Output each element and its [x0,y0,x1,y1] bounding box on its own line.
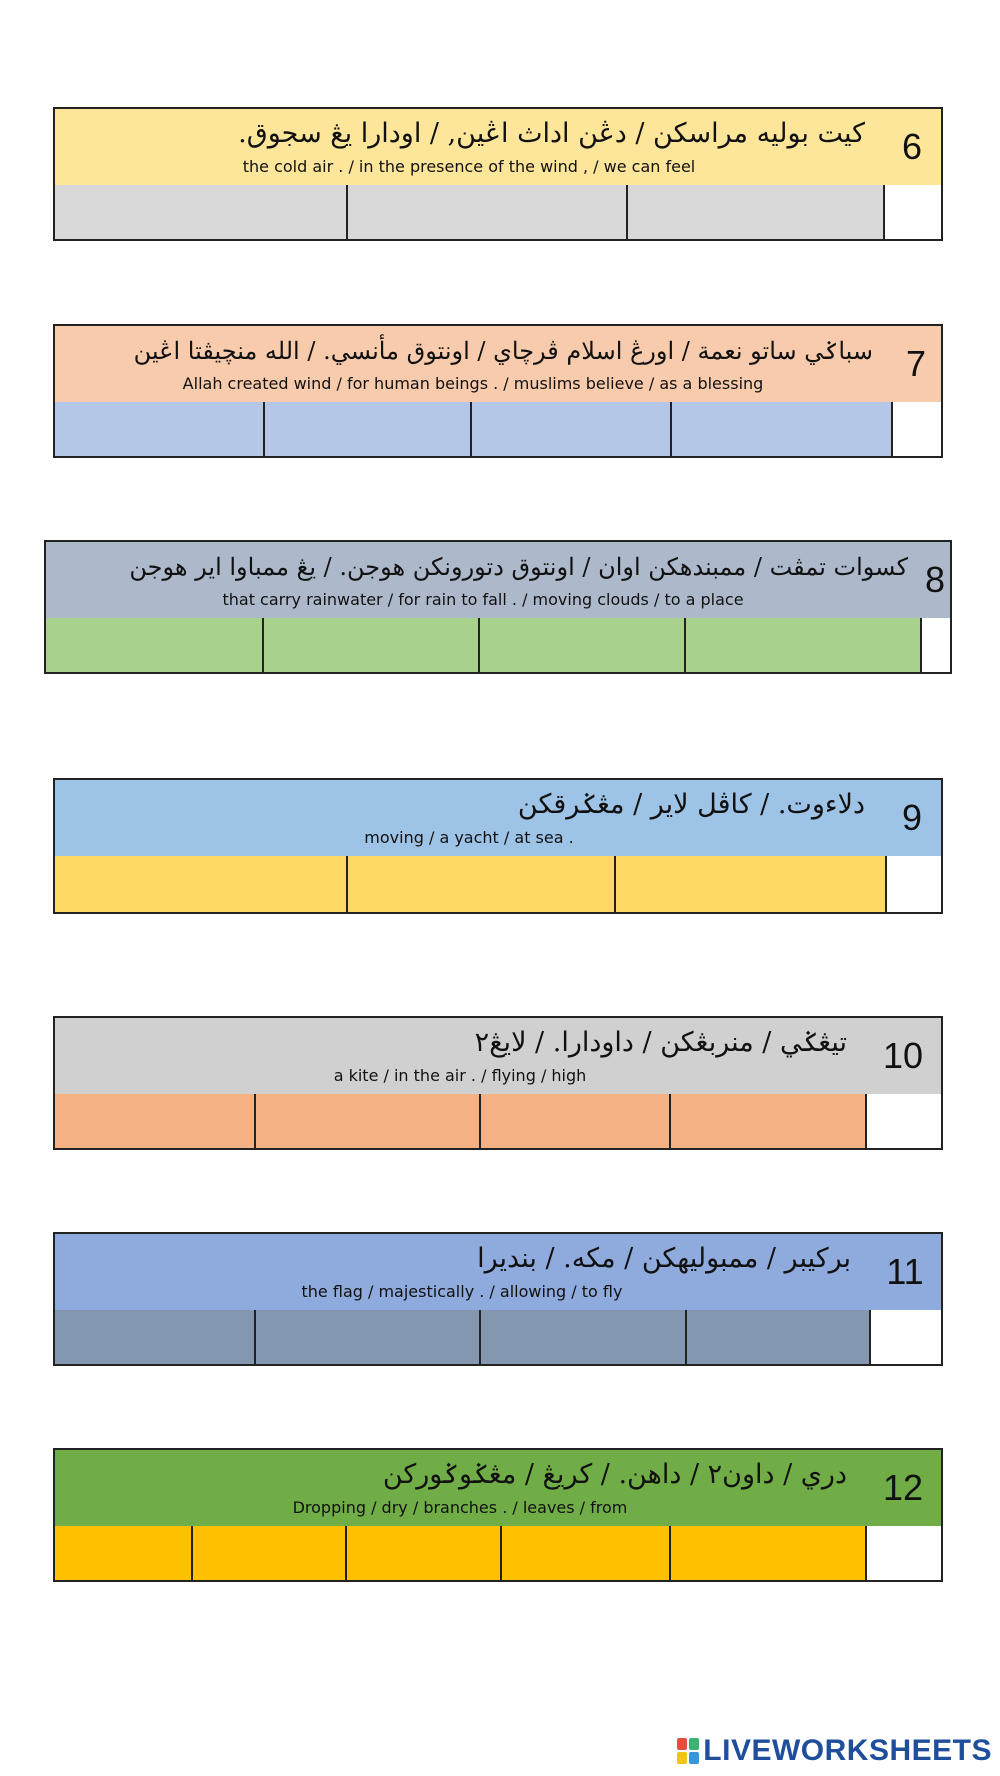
exercise-7-answer-slot-2[interactable] [265,402,472,456]
exercise-11-answer-row [53,1310,943,1366]
exercise-11-answer-slot-2[interactable] [256,1310,481,1364]
exercise-6-answer-slot-2[interactable] [348,185,628,239]
exercise-9-answer-slot-2[interactable] [348,856,616,912]
exercise-9-sentence-row [53,778,943,858]
exercise-7-sentence-row [53,324,943,404]
exercise-10-answer-number-slot [867,1094,941,1148]
exercise-10-answer-slot-4[interactable] [671,1094,867,1148]
exercise-10 [53,1016,943,1152]
exercise-8-sentence-row [44,540,952,620]
exercise-8-answer-slot-4[interactable] [686,618,922,672]
exercise-7-number: 7 [891,326,941,402]
exercise-7-english-text: Allah created wind / for human beings . / muslims believe / as a blessing [182,374,764,393]
exercise-6-sentence-cell [55,109,885,185]
exercise-7-answer-slot-1[interactable] [55,402,265,456]
liveworksheets-logo [677,1734,992,1768]
exercise-11-sentence-cell [55,1234,871,1310]
exercise-10-number: 10 [865,1018,941,1094]
exercise-7-answer-slot-4[interactable] [672,402,893,456]
exercise-8-answer-number-slot [922,618,950,672]
exercise-12-sentence-cell [55,1450,867,1526]
exercise-11-answer-slot-3[interactable] [481,1310,687,1364]
exercise-6-answer-number-slot [885,185,941,239]
exercise-12-english-text: Dropping / dry / branches . / leaves / from [292,1498,628,1517]
exercise-10-answer-slot-1[interactable] [55,1094,256,1148]
exercise-11 [53,1232,943,1368]
exercise-8-english-text: that carry rainwater / for rain to fall . / moving clouds / to a place [222,590,744,609]
exercise-12 [53,1448,943,1584]
exercise-7-answer-number-slot [893,402,941,456]
exercise-12-number: 12 [865,1450,941,1526]
exercise-10-answer-row [53,1094,943,1150]
exercise-8-answer-slot-1[interactable] [46,618,264,672]
exercise-12-answer-slot-3[interactable] [347,1526,502,1580]
exercise-6-answer-slot-3[interactable] [628,185,885,239]
exercise-11-english-text: the flag / majestically . / allowing / to fly [301,1282,623,1301]
exercise-8-answer-row [44,618,952,674]
exercise-6 [53,107,943,243]
exercise-9-english-text: moving / a yacht / at sea . [364,828,574,847]
exercise-9-sentence-cell [55,780,885,856]
liveworksheets-logo-icon [677,1738,699,1764]
exercise-9-answer-number-slot [887,856,941,912]
liveworksheets-logo-text: LIVEWORKSHEETS [703,1734,992,1767]
exercise-12-answer-slot-5[interactable] [671,1526,867,1580]
exercise-9 [53,778,943,916]
exercise-9-jawi-text: دلاءوت. / كاڤل لاير / مڠݢرقكن [517,789,865,820]
exercise-12-answer-slot-2[interactable] [193,1526,347,1580]
exercise-7 [53,324,943,460]
exercise-6-answer-row [53,185,943,241]
exercise-10-answer-slot-3[interactable] [481,1094,671,1148]
exercise-12-sentence-row [53,1448,943,1528]
exercise-8 [44,540,952,676]
exercise-11-sentence-row [53,1232,943,1312]
exercise-8-number: 8 [920,542,950,618]
exercise-10-sentence-cell [55,1018,867,1094]
exercise-11-answer-number-slot [871,1310,941,1364]
exercise-12-jawi-text: دري / داون٢ / داهن. / كريڠ / مڠݢوݢوركن [382,1459,847,1490]
exercise-11-number: 11 [869,1234,941,1310]
exercise-9-number: 9 [883,780,941,856]
exercise-8-answer-slot-3[interactable] [480,618,686,672]
exercise-6-answer-slot-1[interactable] [55,185,348,239]
exercise-10-sentence-row [53,1016,943,1096]
exercise-6-english-text: the cold air . / in the presence of the wind , / we can feel [242,157,696,176]
exercise-9-answer-slot-1[interactable] [55,856,348,912]
exercise-12-answer-slot-1[interactable] [55,1526,193,1580]
exercise-7-sentence-cell [55,326,893,402]
exercise-10-english-text: a kite / in the air . / flying / high [333,1066,587,1085]
exercise-6-number: 6 [883,109,941,185]
exercise-11-answer-slot-1[interactable] [55,1310,256,1364]
exercise-12-answer-slot-4[interactable] [502,1526,671,1580]
exercise-8-jawi-text: كسوات تمڤت / ممبندهكن اوان / اونتوق دتورونكن هوجن. / يڠ ممباوا اير هوجن [129,553,908,581]
exercise-9-answer-row [53,856,943,914]
exercise-7-jawi-text: سباݢي ساتو نعمة / اورڠ اسلام ڤرچاي / اونتوق مأنسي. / الله منچيڤتا اڠين [133,337,873,365]
exercise-11-jawi-text: بركيبر / ممبوليهكن / مكه. / بنديرا [477,1243,851,1274]
exercise-6-sentence-row [53,107,943,187]
exercise-11-answer-slot-4[interactable] [687,1310,871,1364]
exercise-9-answer-slot-3[interactable] [616,856,887,912]
exercise-8-sentence-cell [46,542,922,618]
exercise-6-jawi-text: كيت بوليه مراسكن / دڠن اداث اڠين, / اودارا يڠ سجوق. [238,118,865,149]
exercise-10-answer-slot-2[interactable] [256,1094,481,1148]
exercise-12-answer-row [53,1526,943,1582]
exercise-10-jawi-text: تيڠݢي / منربڠكن / داودارا. / لايڠ٢ [474,1027,847,1058]
exercise-7-answer-row [53,402,943,458]
exercise-8-answer-slot-2[interactable] [264,618,480,672]
exercise-12-answer-number-slot [867,1526,941,1580]
exercise-7-answer-slot-3[interactable] [472,402,672,456]
